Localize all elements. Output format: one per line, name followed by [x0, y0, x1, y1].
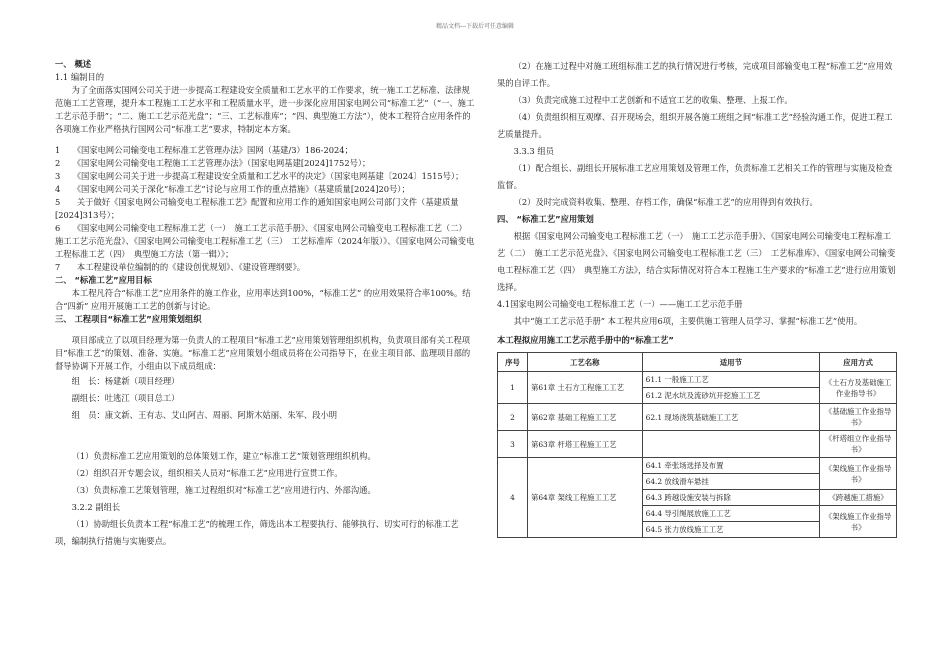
section-3-paragraph: 项目部成立了以项目经理为第一负责人的工程项目“标准工艺”应用策划管理组织机构，负责项目部有关工程项目“标准工艺”的策划、准备、实施。“标准工艺”应用策划小组成员将在公司指导下，在业主项目部、监理项目部的督导协调下开展工作，小组由以下成员组成：: [55, 335, 471, 371]
table-row: [498, 431, 897, 458]
member-duty: （2）及时完成资料收集、整理、存档工作，确保“标准工艺”的应用得到有效执行。: [513, 197, 818, 207]
group-leader: 组 长：杨建新（项目经理）: [71, 376, 180, 386]
table-title: 本工程拟应用施工工艺示范手册中的“标准工艺”: [497, 335, 674, 345]
section-3-title: 三、 工程项目“标准工艺”应用策划组织: [55, 314, 202, 324]
column-header: 适用节: [642, 353, 820, 372]
reference-item: 5 关于做好《国家电网公司输变电工程标准工艺》配置和应用工作的通知国家电网公司部门文件（基建质量[2024]313号）；: [55, 197, 459, 220]
reference-item: 1 《国家电网公司输变电工程标准工艺管理办法》国网（基建/3）186-2024；: [55, 145, 353, 155]
method-cell: 《土石方及基础施工作业指导书》: [820, 372, 897, 404]
table-header-row: [498, 353, 897, 372]
section-cell: 61.1 一般施工工艺: [642, 372, 820, 388]
vice-leader-duty: （1）协助组长负责本工程“标准工艺”的梳理工作，筛选出本工程要执行、能够执行、切实可行的标准工艺项，编制执行措施与实施要点。: [55, 519, 459, 546]
section-1-title: 一、 概述: [55, 59, 92, 69]
section-3-3-3-title: 3.3.3 组员: [513, 146, 554, 156]
vice-leader-duty: （2）在施工过程中对施工班组标准工艺的执行情况进行考核，完成项目部输变电工程“标准工艺”应用效果的自评工作。: [497, 61, 893, 88]
column-header: 序号: [498, 353, 528, 372]
section-3-2-2-title: 3.2.2 副组长: [71, 502, 121, 512]
group-members: 组 员：康文新、王有志、艾山阿吉、周丽、阿斯木姑丽、朱军、段小明: [71, 410, 338, 420]
section-4-paragraph: 根据《国家电网公司输变电工程标准工艺（一） 施工工艺示范手册》、《国家电网公司输变电工程标准工艺（二） 施工工艺示范光盘》、《国家电网公司输变电工程标准工艺（三） 工艺标准库》、《国家电网公司输变电工程标准工艺（四） 典型施工方法》，结合实际情况对符合本工程施工生产要求的“标准工艺”进行应用策划选择。: [497, 231, 896, 292]
left-column: [55, 58, 475, 550]
table-row: [498, 372, 897, 388]
section-4-title: 四、 “标准工艺”应用策划: [497, 214, 594, 224]
method-cell: 《基础施工作业指导书》: [820, 404, 897, 431]
process-name: 第62章 基础工程施工工艺: [527, 404, 642, 431]
row-number: 2: [498, 404, 528, 431]
section-cell: 64.4 导引绳展放施工工艺: [642, 506, 820, 522]
reference-item: 4 《国家电网公司关于深化“标准工艺”讨论与应用工作的重点措施》（基建质量[2024]20号）；: [55, 184, 410, 194]
process-name: 第63章 杆塔工程施工工艺: [527, 431, 642, 458]
right-column: [497, 58, 897, 538]
leader-duty: （1）负责标准工艺应用策划的总体策划工作，建立“标准工艺”策划管理组织机构。: [71, 451, 376, 461]
section-cell: 61.2 泥水坑及流砂坑开挖施工工艺: [642, 388, 820, 404]
reference-item: 3 《国家电网公司关于进一步提高工程建设安全质量和工艺水平的决定》（国家电网基建〔2024〕1515号）；: [55, 171, 464, 181]
reference-item: 2 《国家电网公司输变电工程施工工艺管理办法》（国家电网基建[2024]1752号）；: [55, 158, 371, 168]
row-number: 4: [498, 458, 528, 538]
row-number: 3: [498, 431, 528, 458]
method-cell: 《杆塔组立作业指导书》: [820, 431, 897, 458]
reference-item: 6 《国家电网公司输变电工程标准工艺（一） 施工工艺示范手册》、《国家电网公司输变电工程标准工艺（二） 施工工艺示范光盘》、《国家电网公司输变电工程标准工艺（三） 工艺标准库（2024年版）》、《国家电网公司输变电工程标准工艺（四） 典型施工方法（第一辑）》；: [55, 223, 475, 259]
section-2-title: 二、 “标准工艺”应用目标: [55, 275, 152, 285]
table-row: [498, 458, 897, 474]
method-cell: 《跨越施工措施》: [820, 490, 897, 506]
table-row: [498, 404, 897, 431]
section-4-1-title: 4.1国家电网公司输变电工程标准工艺（一）——施工工艺示范手册: [497, 299, 743, 309]
column-header: 工艺名称: [527, 353, 642, 372]
section-cell: [642, 431, 820, 458]
leader-duty: （2）组织召开专题会议，组织相关人员对“标准工艺”应用进行宣贯工作。: [71, 468, 343, 478]
section-1-paragraph: 为了全面落实国网公司关于进一步提高工程建设安全质量和工艺水平的工作要求，统一施工工艺标准、法律规范施工工艺管理，提升本工程施工工艺水平和工程质量水平，进一步深化应用国家电网公司“标准工艺”（“一、施工工艺示范手册”；“二、施工工艺示范光盘”；“三、工艺标准库”；“四、典型施工方法”），使本工程符合应用条件的各项施工作业严格执行国网公司“标准工艺”要求，特制定本方案。: [55, 85, 475, 134]
section-cell: 64.2 放线滑车悬挂: [642, 474, 820, 490]
row-number: 1: [498, 372, 528, 404]
section-1-1-title: 1.1 编制目的: [55, 72, 105, 82]
member-duty: （1）配合组长、副组长开展标准工艺应用策划及管理工作，负责标准工艺相关工作的管理与实施及检查监督。: [497, 163, 893, 190]
section-2-paragraph: 本工程凡符合“标准工艺”应用条件的施工作业，应用率达到100%，“标准工艺” 的应用效果符合率100%。结合“四新” 应用开展施工工艺的创新与讨论。: [55, 288, 471, 311]
section-cell: 62.1 现场浇筑基础施工工艺: [642, 404, 820, 431]
section-4-1-paragraph: 其中“施工工艺示范手册” 本工程共应用6项，主要供施工管理人员学习、掌握“标准工艺”使用。: [513, 316, 863, 326]
process-name: 第64章 架线工程施工工艺: [527, 458, 642, 538]
group-vice-leader: 副组长：吐逃江（项目总工）: [71, 393, 180, 403]
section-cell: 64.5 张力放线施工工艺: [642, 522, 820, 538]
method-cell: 《架线施工作业指导书》: [820, 458, 897, 490]
standard-process-table: [497, 352, 897, 538]
vice-leader-duty: （4）负责组织相互观摩、召开现场会，组织开展各施工班组之间“标准工艺”经验沟通工作，促进工程工艺质量提升。: [497, 112, 893, 139]
method-cell: 《架线施工作业指导书》: [820, 506, 897, 538]
vice-leader-duty: （3）负责完成施工过程中工艺创新和不适宜工艺的收集、整理、上报工作。: [513, 95, 793, 105]
section-cell: 64.3 跨越设施安装与拆除: [642, 490, 820, 506]
section-cell: 64.1 牵张场选择及布置: [642, 458, 820, 474]
leader-duty: （3）负责标准工艺策划管理，施工过程组织对“标准工艺”应用进行内、外部沟通。: [71, 485, 376, 495]
page-header: 精品文档---下载后可任意编辑: [435, 23, 515, 30]
process-name: 第61章 土石方工程施工工艺: [527, 372, 642, 404]
reference-item: 7 本工程建设单位编制的的《建设创优规划》、《建设管理纲要》。: [55, 262, 306, 272]
column-header: 应用方式: [820, 353, 897, 372]
